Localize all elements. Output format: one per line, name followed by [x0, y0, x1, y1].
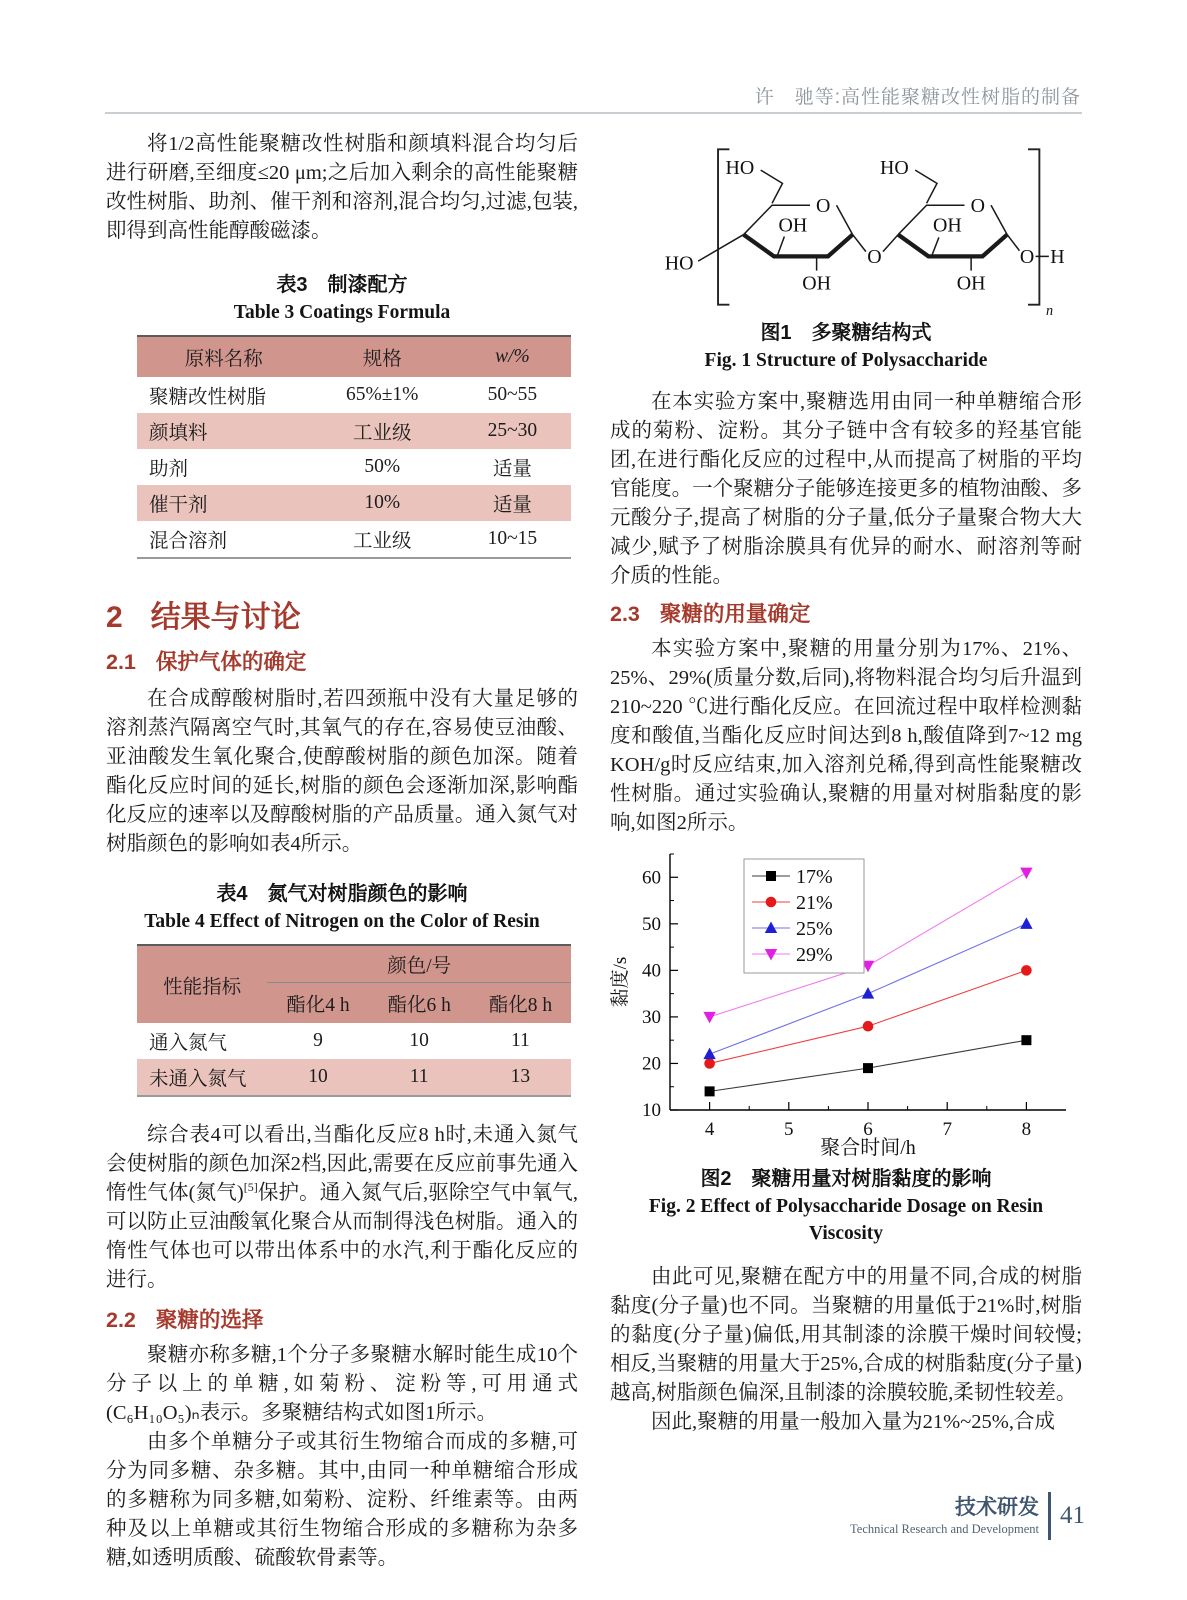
table-cell: 25~30 — [487, 420, 538, 441]
table-cell: 11 — [409, 1066, 429, 1087]
svg-text:OH: OH — [956, 272, 986, 295]
table-row — [137, 521, 571, 558]
svg-text:25%: 25% — [796, 918, 833, 940]
page-number: 41 — [1060, 1502, 1085, 1529]
table-cell: 10% — [364, 492, 401, 513]
svg-text:O: O — [970, 194, 985, 217]
svg-text:HO: HO — [664, 252, 694, 275]
table-row — [137, 485, 571, 521]
table-cell: 工业级 — [352, 531, 412, 552]
svg-text:HO: HO — [725, 156, 755, 179]
table4-body — [137, 1023, 571, 1096]
table-cell: 混合溶剂 — [149, 531, 228, 552]
table-row — [137, 413, 571, 449]
table-cell: 适量 — [492, 459, 532, 480]
table-cell: 10 — [409, 1030, 429, 1051]
table3-body — [137, 377, 571, 558]
table-cell: 聚糖改性树脂 — [149, 387, 267, 408]
footer-section-en: Technical Research and Development — [850, 1521, 1039, 1536]
paragraph-table4-discussion — [106, 1121, 578, 1295]
table-row — [137, 1059, 571, 1096]
svg-text:30: 30 — [642, 1006, 661, 1028]
table4-group-header: 颜色/号 — [267, 945, 571, 983]
section-2-heading — [106, 601, 578, 635]
table4-sub-header: 酯化6 h — [387, 995, 451, 1016]
svg-text:60: 60 — [642, 867, 661, 889]
table-cell: 未通入氮气 — [149, 1069, 247, 1090]
table4-sub-header: 酯化4 h — [286, 995, 350, 1016]
repeat-subscript-n: n — [1046, 303, 1054, 318]
section-2-3-heading — [610, 601, 1082, 627]
left-column — [106, 130, 578, 1573]
svg-text:40: 40 — [642, 960, 661, 982]
right-column — [610, 130, 1082, 1437]
section-title: 保护气体的确定 — [155, 650, 307, 674]
paragraph-protective-gas: 在合成醇酸树脂时,若四颈瓶中没有大量足够的溶剂蒸汽隔离空气时,其氧气的存在,容易使豆油酸、亚油酸发生氧化聚合,使醇酸树脂的颜色加深。随着酯化反应时间的延长,树脂的颜色会逐渐加深,影响酯化反应的速率以及醇酸树脂的产品质量。通入氮气对树脂颜色的影响如表4所示。 — [106, 688, 578, 855]
section-title: 结果与讨论 — [150, 601, 301, 634]
table3-col-header: 原料名称 — [184, 349, 263, 370]
svg-text:O: O — [816, 194, 831, 217]
table-row — [137, 377, 571, 413]
table4-header — [137, 945, 571, 1023]
svg-text:HO: HO — [879, 156, 909, 179]
header-rule — [105, 112, 1082, 114]
figure1-polysaccharide-structure — [610, 136, 1082, 318]
repeat-brackets — [718, 149, 1039, 304]
table-row — [137, 449, 571, 485]
table-cell: 10 — [308, 1066, 328, 1087]
figure2-chart — [610, 844, 1082, 1162]
paragraph-dosage-experiment: 本实验方案中,聚糖的用量分别为17%、21%、25%、29%(质量分数,后同),将物料混合均匀后升温到210~220 ℃进行酯化反应。在回流过程中取样检测黏度和酸值,当酯化反应时间达到8 h,酸值降到7~12 mg KOH/g时反应结束,加入溶剂兑稀,得到高性能聚糖改性树脂。通过实验确认,聚糖的用量对树脂黏度的影响,如图2所示。 — [610, 638, 1082, 834]
table4-title-zh: 表4 氮气对树脂颜色的影响 — [216, 883, 468, 905]
paragraph-polysaccharide-def: 聚糖亦称多糖,1个分子多聚糖水解时能生成10个分子以上的单糖,如菊粉、淀粉等,可用通式(C₆H₁₀O₅)ₙ表示。多聚糖结构式如图1所示。 — [106, 1344, 578, 1424]
svg-text:黏度/s: 黏度/s — [610, 956, 631, 1008]
chemical-structure-drawing — [610, 136, 1082, 318]
section-number: 2.3 — [610, 602, 640, 626]
figure1-caption — [610, 320, 1082, 374]
section-number: 2 — [106, 601, 123, 634]
section-2-2-heading — [106, 1307, 578, 1333]
table4-caption — [106, 881, 578, 936]
section-title: 聚糖的用量确定 — [659, 602, 811, 626]
svg-text:O: O — [867, 246, 882, 269]
table-cell: 13 — [510, 1066, 531, 1087]
svg-text:21%: 21% — [796, 892, 833, 914]
footer-divider — [1048, 1492, 1051, 1540]
svg-text:5: 5 — [784, 1119, 794, 1140]
svg-text:17%: 17% — [796, 866, 833, 888]
figure2-caption — [610, 1166, 1082, 1247]
svg-text:O: O — [1019, 246, 1035, 269]
running-head — [105, 82, 1081, 109]
table-cell: 10~15 — [487, 528, 538, 549]
svg-text:6: 6 — [863, 1119, 873, 1140]
table3-header — [137, 336, 571, 377]
viscosity-line-chart — [610, 844, 1082, 1162]
table-cell: 通入氮气 — [149, 1033, 228, 1054]
table4-sub-header: 酯化8 h — [488, 995, 553, 1016]
section-2-1-heading — [106, 649, 578, 675]
table-cell: 催干剂 — [149, 495, 208, 516]
svg-text:OH: OH — [933, 214, 962, 237]
table-cell: 适量 — [492, 495, 532, 516]
svg-text:4: 4 — [704, 1119, 715, 1140]
table3-title-zh: 表3 制漆配方 — [276, 274, 408, 296]
page-footer — [850, 1492, 1085, 1540]
paragraph-viscosity-discussion: 由此可见,聚糖在配方中的用量不同,合成的树脂黏度(分子量)也不同。当聚糖的用量低于21%时,树脂的黏度(分子量)偏低,用其制漆的涂膜干燥时间较慢;相反,当聚糖的用量大于25%,合成的树脂黏度(分子量)越高,树脂颜色偏深,且制漆的涂膜较脆,柔韧性较差。 — [610, 1266, 1082, 1404]
running-title: 许 驰等:高性能聚糖改性树脂的制备 — [754, 87, 1081, 108]
table-cell: 助剂 — [149, 459, 189, 480]
table4-title-en: Table 4 Effect of Nitrogen on the Color of Resin — [144, 911, 540, 932]
table3-col-header: 规格 — [362, 349, 402, 370]
svg-text:OH: OH — [778, 214, 808, 237]
svg-text:聚合时间/h: 聚合时间/h — [820, 1137, 916, 1159]
paragraph-dosage-conclusion: 因此,聚糖的用量一般加入量为21%~25%,合成 — [651, 1411, 1055, 1433]
section-title: 聚糖的选择 — [155, 1308, 264, 1332]
paragraph-polysaccharide-choice: 在本实验方案中,聚糖选用由同一种单糖缩合形成的菊粉、淀粉。其分子链中含有较多的羟基官能团,在进行酯化反应的过程中,从而提高了树脂的平均官能度。一个聚糖分子能够连接更多的植物油酸、多元酸分子,提高了树脂的分子量,低分子量聚合物大大减少,赋予了树脂涂膜具有优异的耐水、耐溶剂等耐介质的性能。 — [610, 391, 1082, 587]
figure1-caption-zh: 图1 多聚糖结构式 — [760, 322, 932, 344]
svg-text:8: 8 — [1021, 1119, 1032, 1140]
table3-title-en: Table 3 Coatings Formula — [233, 302, 451, 323]
svg-text:OH: OH — [802, 272, 831, 295]
reference-superscript: [5] — [243, 1180, 258, 1195]
svg-text:10: 10 — [642, 1100, 661, 1121]
figure2-caption-en: Fig. 2 Effect of Polysaccharide Dosage on Resin Viscosity — [648, 1196, 1044, 1244]
section-number: 2.2 — [106, 1308, 136, 1332]
table-cell: 颜填料 — [149, 423, 208, 444]
table-row — [137, 1023, 571, 1059]
table3-caption — [106, 272, 578, 327]
svg-text:7: 7 — [942, 1119, 952, 1140]
footer-section-zh: 技术研发 — [955, 1495, 1039, 1519]
svg-text:20: 20 — [642, 1053, 661, 1075]
table3-col-header: w/% — [495, 346, 530, 367]
svg-text:50: 50 — [642, 913, 661, 935]
table-cell: 50% — [364, 456, 401, 477]
table3-coatings-formula — [137, 335, 571, 559]
section-number: 2.1 — [106, 650, 136, 674]
text-run: 保护。通入氮气后,驱除空气中氧气,可以防止豆油酸氧化聚合从而制得浅色树脂。通入的惰性气体也可以带出体系中的水汽,利于酯化反应的进行。 — [106, 1182, 578, 1291]
table-cell: 65%±1% — [345, 384, 419, 405]
figure1-caption-en: Fig. 1 Structure of Polysaccharide — [704, 350, 988, 371]
footer-section-name — [850, 1496, 1039, 1537]
svg-text:H: H — [1050, 246, 1065, 269]
paragraph-polysaccharide-types: 由多个单糖分子或其衍生物缩合而成的多糖,可分为同多糖、杂多糖。其中,由同一种单糖缩合形成的多糖称为同多糖,如菊粉、淀粉、纤维素等。由两种及以上单糖或其衍生物缩合形成的多糖称为杂多糖,如透明质酸、硫酸软骨素等。 — [106, 1431, 578, 1569]
figure2-caption-zh: 图2 聚糖用量对树脂黏度的影响 — [700, 1168, 992, 1190]
svg-text:29%: 29% — [796, 944, 833, 966]
table-cell: 11 — [510, 1030, 530, 1051]
table4-col-header: 性能指标 — [163, 976, 242, 998]
table-cell: 工业级 — [352, 423, 412, 444]
text-run: 综合表4可以看出,当酯化反应8 h时,未通入氮气会使树脂的颜色加深2档,因此,需要在反应前事先通入惰性气体(氮气) — [106, 1124, 578, 1204]
table4-nitrogen-effect — [137, 944, 571, 1097]
table-cell: 50~55 — [487, 384, 538, 405]
table-cell: 9 — [313, 1030, 323, 1051]
paragraph-coating-process: 将1/2高性能聚糖改性树脂和颜填料混合均匀后进行研磨,至细度≤20 μm;之后加入剩余的高性能聚糖改性树脂、助剂、催干剂和溶剂,混合均匀,过滤,包装,即得到高性能醇酸磁漆。 — [106, 133, 578, 242]
